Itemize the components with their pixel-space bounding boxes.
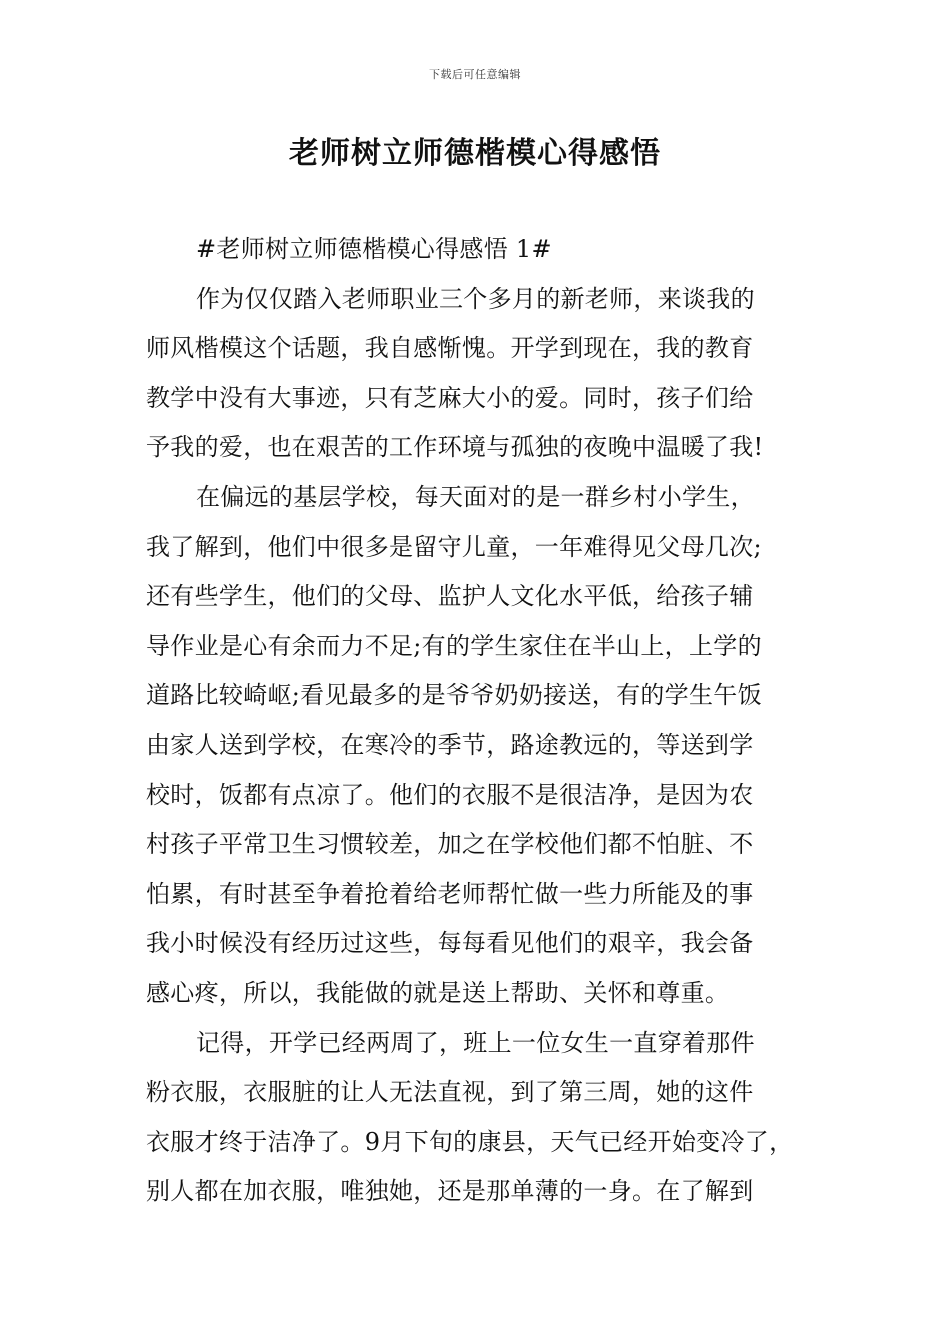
body-line: 记得，开学已经两周了，班上一位女生一直穿着那件 xyxy=(196,1028,755,1057)
body-line: 我了解到，他们中很多是留守儿童，一年难得见父母几次; xyxy=(146,532,762,561)
body-line: 村孩子平常卫生习惯较差，加之在学校他们都不怕脏、不 xyxy=(146,830,754,859)
body-line: 在偏远的基层学校，每天面对的是一群乡村小学生， xyxy=(196,482,755,511)
body-line: 导作业是心有余而力不足;有的学生家住在半山上，上学的 xyxy=(146,631,762,660)
body-line: 感心疼，所以，我能做的就是送上帮助、关怀和尊重。 xyxy=(146,978,730,1007)
header-note: 下载后可任意编辑 xyxy=(429,68,521,81)
body-line: 怕累，有时甚至争着抢着给老师帮忙做一些力所能及的事 xyxy=(146,879,754,908)
body-line: 教学中没有大事迹，只有芝麻大小的爱。同时，孩子们给 xyxy=(146,383,754,412)
body-line: 还有些学生，他们的父母、监护人文化水平低，给孩子辅 xyxy=(146,582,754,611)
body-line: 由家人送到学校，在寒冷的季节，路途教远的，等送到学 xyxy=(146,730,754,759)
body-line: #老师树立师德楷模心得感悟 1# xyxy=(196,235,552,263)
body-line: 粉衣服，衣服脏的让人无法直视，到了第三周，她的这件 xyxy=(146,1078,754,1107)
body-line: 予我的爱，也在艰苦的工作环境与孤独的夜晚中温暖了我! xyxy=(146,433,764,462)
body-line: 别人都在加衣服，唯独她，还是那单薄的一身。在了解到 xyxy=(146,1177,754,1206)
body-line: 校时，饭都有点凉了。他们的衣服不是很洁净，是因为农 xyxy=(146,780,754,809)
document-body xyxy=(146,225,818,1217)
body-line: 衣服才终于洁净了。9月下旬的康县，天气已经开始变冷了， xyxy=(146,1127,794,1156)
body-line: 师风楷模这个话题，我自感惭愧。开学到现在，我的教育 xyxy=(146,334,754,363)
document-title: 老师树立师德楷模心得感悟 xyxy=(289,136,661,171)
body-line: 我小时候没有经历过这些，每每看见他们的艰辛，我会备 xyxy=(146,929,754,958)
body-line: 作为仅仅踏入老师职业三个多月的新老师，来谈我的 xyxy=(196,284,755,313)
body-line: 道路比较崎岖;看见最多的是爷爷奶奶接送，有的学生午饭 xyxy=(146,681,762,710)
